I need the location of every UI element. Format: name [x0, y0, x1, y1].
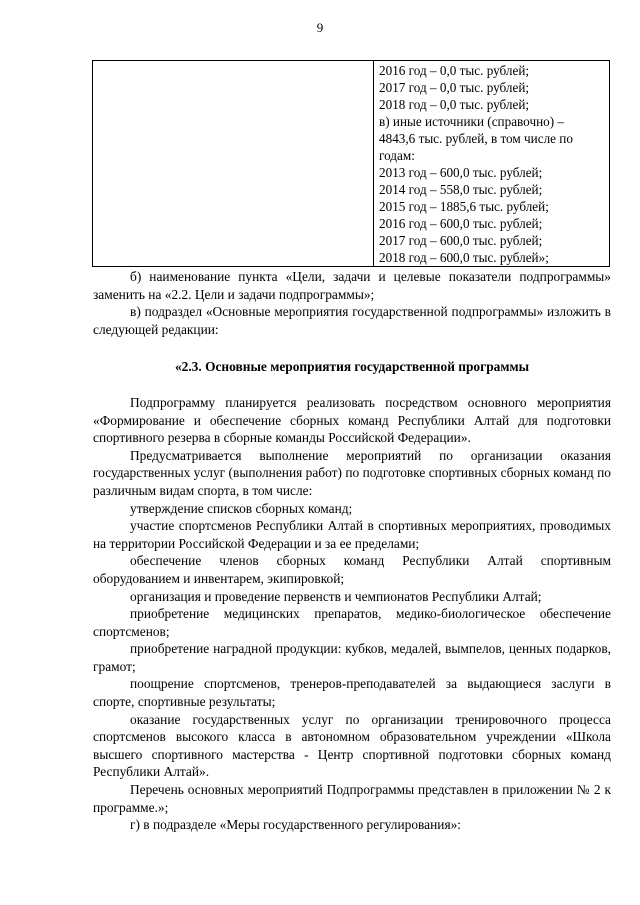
list-item: организация и проведение первенств и чемпионатов Республики Алтай;	[130, 588, 542, 604]
table-line: 2013 год – 600,0 тыс. рублей;	[379, 165, 543, 180]
table-line: 2015 год – 1885,6 тыс. рублей;	[379, 199, 549, 214]
paragraph-v: в) подраздел «Основные мероприятия государственной подпрограммы» изложить в следующей редакции:	[93, 304, 611, 337]
paragraph-intro: Подпрограмму планируется реализовать посредством основного мероприятия «Формирование и обеспечение сборных команд Республики Алтай для подготовки спортивного резерва в сборные команды Российской Федерации».	[93, 394, 611, 446]
list-item: приобретение медицинских препаратов, медико-биологическое обеспечение спортсменов;	[93, 606, 611, 639]
table-line: 2018 год – 600,0 тыс. рублей»;	[379, 250, 549, 265]
table-right-cell	[379, 62, 607, 266]
table-line: 2016 год – 600,0 тыс. рублей;	[379, 216, 543, 231]
table-line: 4843,6 тыс. рублей, в том числе по	[379, 131, 573, 146]
table-line: 2018 год – 0,0 тыс. рублей;	[379, 97, 530, 112]
table-line: годам:	[379, 148, 415, 163]
list-item: участие спортсменов Республики Алтай в спортивных мероприятиях, проводимых на территории Российской Федерации и за ее пределами;	[93, 518, 611, 551]
table-column-divider	[373, 61, 374, 266]
list-item: обеспечение членов сборных команд Республики Алтай спортивным оборудованием и инвентарем, экипировкой;	[93, 553, 611, 586]
table-line: 2017 год – 600,0 тыс. рублей;	[379, 233, 543, 248]
financing-table	[92, 60, 610, 267]
table-line: в) иные источники (справочно) –	[379, 114, 565, 129]
list-item: поощрение спортсменов, тренеров-преподавателей за выдающиеся заслуги в спорте, спортивные результаты;	[93, 676, 611, 710]
paragraph-b: б) наименование пункта «Цели, задачи и целевые показатели подпрограммы» заменить на «2.2. Цели и задачи подпрограммы»;	[93, 269, 611, 302]
section-heading: «2.3. Основные мероприятия государственной программы	[174, 359, 530, 375]
list-item: оказание государственных услуг по организации тренировочного процесса спортсменов высокого класса в автономном образовательном учреждении «Школа высшего спортивного мастерства - Центр спортивной подготовки сборных команд Республики Алтай».	[93, 711, 611, 780]
document-body	[93, 268, 611, 834]
paragraph-appendix: Перечень основных мероприятий Подпрограммы представлен в приложении № 2 к программе.»;	[93, 782, 611, 815]
table-line: 2017 год – 0,0 тыс. рублей;	[379, 80, 530, 95]
paragraph-g: г) в подразделе «Меры государственного регулирования»:	[130, 817, 462, 833]
page-number: 9	[316, 20, 324, 35]
list-item: приобретение наградной продукции: кубков, медалей, вымпелов, ценных подарков, грамот;	[93, 641, 611, 674]
list-item: утверждение списков сборных команд;	[130, 500, 353, 516]
table-line: 2016 год – 0,0 тыс. рублей;	[379, 63, 530, 78]
paragraph-activities: Предусматривается выполнение мероприятий по организации оказания государственных услуг (выполнения работ) по подготовке спортивных сборных команд по различным видам спорта, в том числе:	[93, 447, 611, 498]
table-line: 2014 год – 558,0 тыс. рублей;	[379, 182, 543, 197]
